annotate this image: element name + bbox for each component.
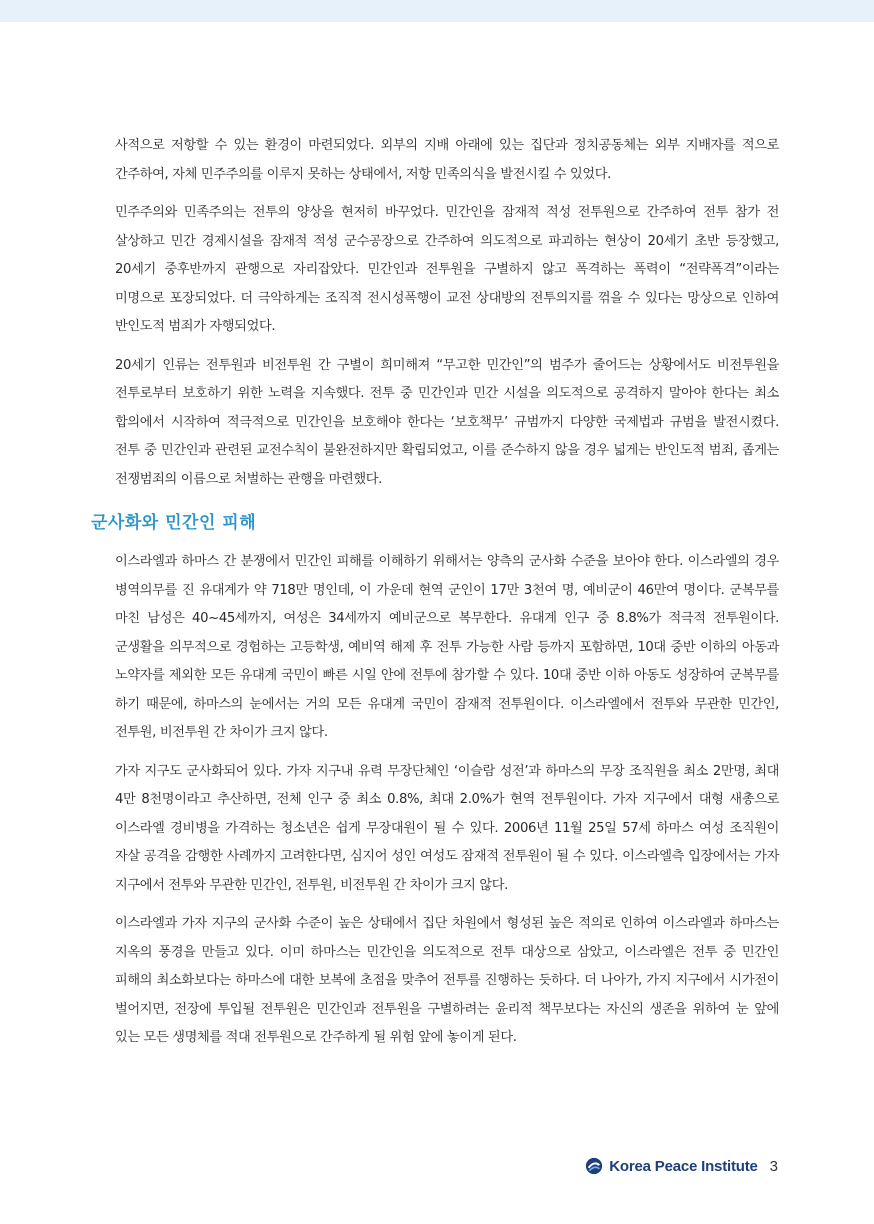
page-footer [585,1157,778,1175]
paragraph: 이스라엘과 가자 지구의 군사화 수준이 높은 상태에서 집단 차원에서 형성된 높은 적의로 인하여 이스라엘과 하마스는 지옥의 풍경을 만들고 있다. 이미 하마스는 민간인을 의도적으로 전투 대상으로 삼았고, 이스라엘은 전투 중 민간인 피해의 최소화보다는 하마스에 대한 보복에 초점을 맞추어 전투를 진행하는 듯하다. 더 나아가, 가지 지구에서 시가전이 벌어지면, 전장에 투입될 전투원은 민간인과 전투원을 구별하려는 윤리적 책무보다는 자신의 생존을 위하여 눈 앞에 있는 모든 생명체를 적대 전투원으로 간주하게 될 위험 앞에 놓이게 된다. [115,916,779,1045]
paragraph: 민주주의와 민족주의는 전투의 양상을 현저히 바꾸었다. 민간인을 잠재적 적성 전투원으로 간주하여 전투 참가 전 살상하고 민간 경제시설을 잠재적 적성 군수공장으로 간주하여 의도적으로 파괴하는 현상이 20세기 초반 등장했고, 20세기 중후반까지 관행으로 자리잡았다. 민간인과 전투원을 구별하지 않고 폭격하는 폭력이 “전략폭격”이라는 미명으로 포장되었다. 더 극악하게는 조직적 전시성폭행이 교전 상대방의 전투의지를 꺾을 수 있다는 망상으로 인하여 반인도적 범죄가 자행되었다. [115,205,779,334]
section-militarization [115,548,779,1063]
section-heading: 군사화와 민간인 피해 [91,513,257,533]
page-number: 3 [769,1157,778,1175]
paragraph: 사적으로 저항할 수 있는 환경이 마련되었다. 외부의 지배 아래에 있는 집단과 정치공동체는 외부 지배자를 적으로 간주하여, 자체 민주주의를 이루지 못하는 상태에서, 저항 민족의식을 발전시킬 수 있었다. [115,138,779,182]
paragraph: 가자 지구도 군사화되어 있다. 가자 지구내 유력 무장단체인 ‘이슬람 성전’과 하마스의 무장 조직원을 최소 2만명, 최대 4만 8천명이라고 추산하면, 전체 인구 중 최소 0.8%, 최대 2.0%가 현역 전투원이다. 가자 지구에서 대형 새총으로 이스라엘 경비병을 가격하는 청소년은 쉽게 무장대원이 될 수 있다. 2006년 11월 25일 57세 하마스 여성 조직원이 자살 공격을 감행한 사례까지 고려한다면, 심지어 성인 여성도 잠재적 전투원이 될 수 있다. 이스라엘측 입장에서는 가자 지구에서 전투와 무관한 민간인, 전투원, 비전투원 간 차이가 크지 않다. [115,763,779,893]
brand-name: Korea Peace Institute [609,1157,758,1175]
kpi-logo-icon [585,1157,603,1175]
section-intro [115,132,779,504]
paragraph: 20세기 인류는 전투원과 비전투원 간 구별이 희미해져 “무고한 민간인”의 범주가 줄어드는 상황에서도 비전투원을 전투로부터 보호하기 위한 노력을 지속했다. 전투 중 민간인과 민간 시설을 의도적으로 공격하지 말아야 한다는 최소 합의에서 시작하여 적극적으로 민간인을 보호해야 한다는 ‘보호책무’ 규범까지 다양한 국제법과 규범을 발전시켰다. 전투 중 민간인과 관련된 교전수칙이 불완전하지만 확립되었고, 이를 준수하지 않을 경우 넓게는 반인도적 범죄, 좁게는 전쟁범죄의 이름으로 처벌하는 관행을 마련했다. [115,357,779,487]
paragraph: 이스라엘과 하마스 간 분쟁에서 민간인 피해를 이해하기 위해서는 양측의 군사화 수준을 보아야 한다. 이스라엘의 경우 병역의무를 진 유대계가 약 718만 명인데, 이 가운데 현역 군인이 17만 3천여 명, 예비군이 46만여 명이다. 군복무를 마친 남성은 40~45세까지, 여성은 34세까지 예비군으로 복무한다. 유대계 인구 중 8.8%가 적극적 전투원이다. 군생활을 의무적으로 경험하는 고등학생, 예비역 해제 후 전투 가능한 사람 등까지 포함하면, 10대 중반 이하의 아동과 노약자를 제외한 모든 유대계 국민이 빠른 시일 안에 전투에 참가할 수 있다. 10대 중반 이하 아동도 성장하여 군복무를 하기 때문에, 하마스의 눈에서는 거의 모든 유대계 국민이 잠재적 전투원이다. 이스라엘에서 전투와 무관한 민간인, 전투원, 비전투원 간 차이가 크지 않다. [115,554,779,740]
header-band [0,0,874,22]
